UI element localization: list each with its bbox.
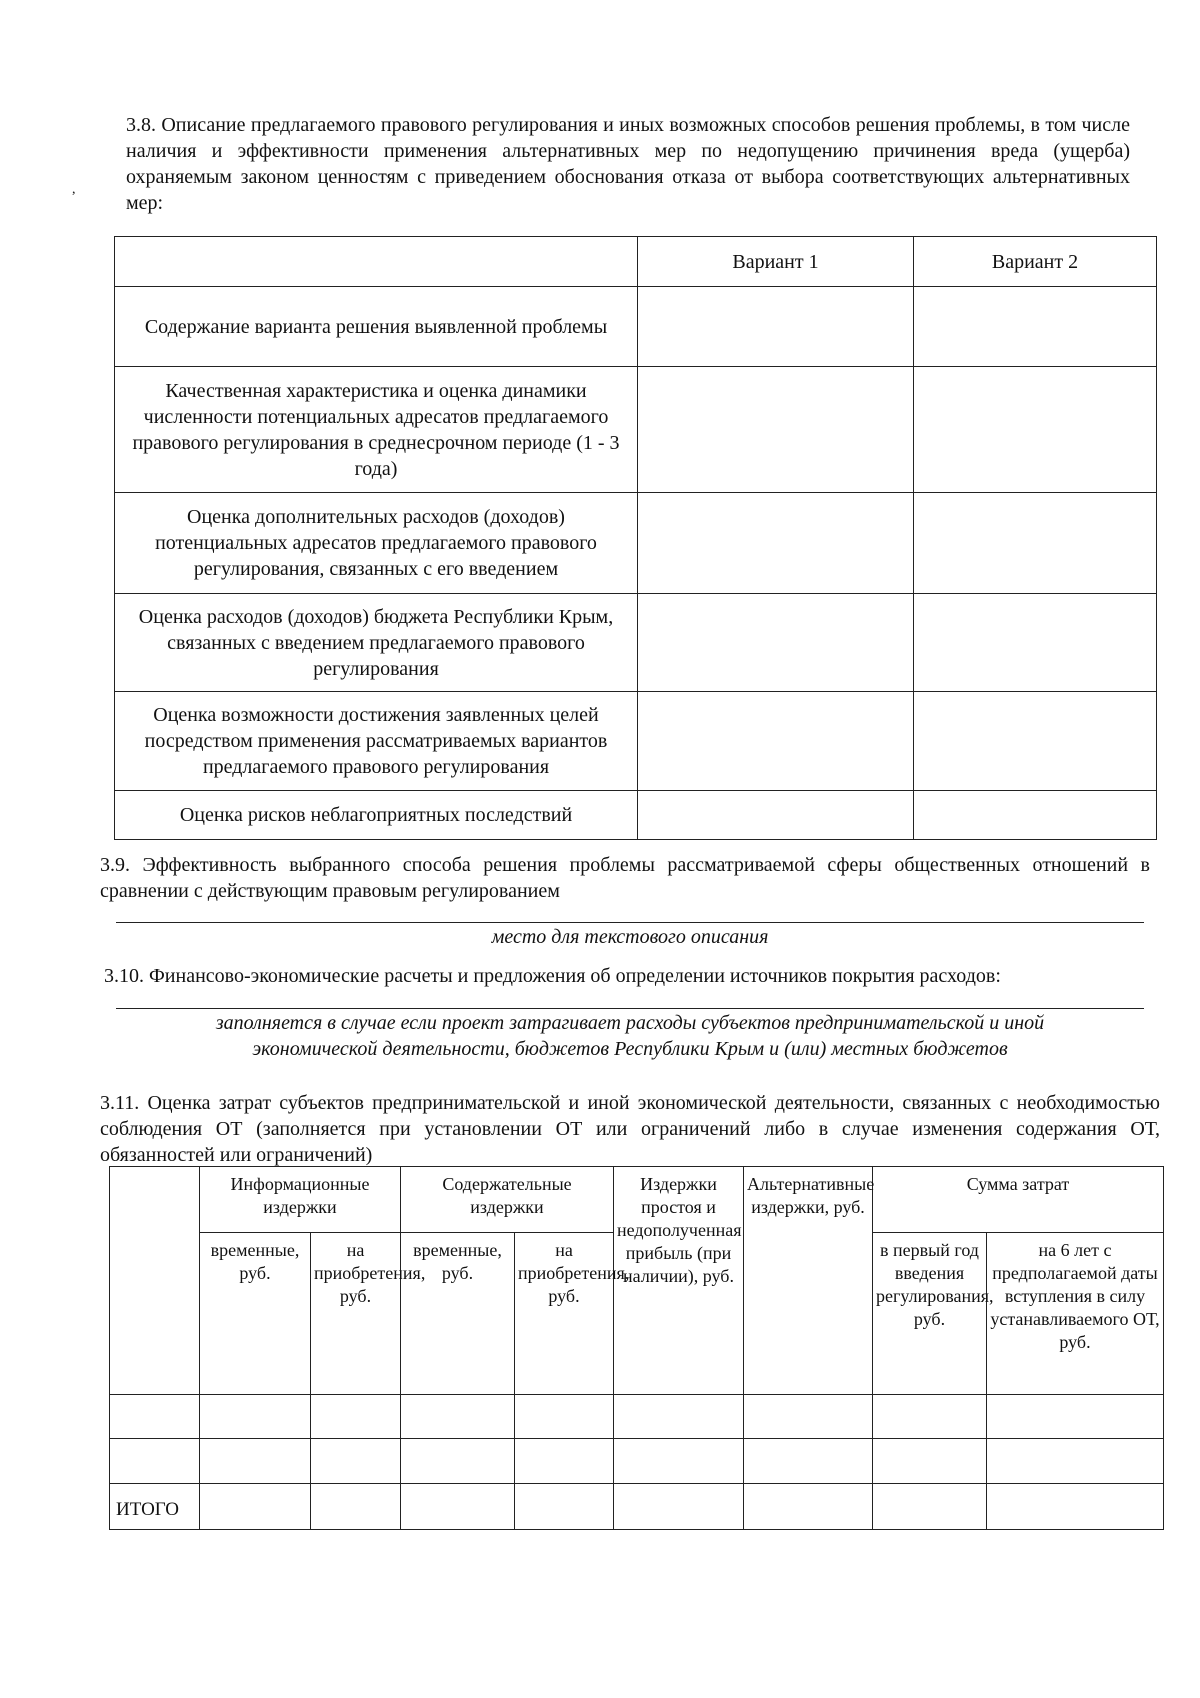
variant-2-cell [914,692,1157,791]
criterion-cell: Качественная характеристика и оценка динамики численности потенциальных адресатов предлагаемого правового регулирования в среднесрочном периоде (1 - 3 года) [115,367,638,493]
section-3-9-caption: место для текстового описания [491,926,769,948]
value-cell [873,1395,987,1439]
variant-1-cell [638,367,914,493]
value-cell [311,1439,401,1484]
total-label: ИТОГО [110,1484,200,1530]
variant-1-cell [638,493,914,594]
value-cell [401,1439,515,1484]
variant-1-cell [638,594,914,692]
value-cell [744,1439,873,1484]
section-3-10-caption-1: заполняется в случае если проект затрагивает расходы субъектов предпринимательской и иной [215,1012,1045,1034]
alternative-costs-header: Альтернативные издержки, руб. [744,1167,873,1395]
table-row [110,1439,1164,1484]
value-cell [200,1395,311,1439]
value-cell [987,1395,1164,1439]
header-empty-cell [115,237,638,287]
info-acquisition-header: на приобретения, руб. [311,1233,401,1395]
table-row [110,1395,1164,1439]
variant-1-cell [638,692,914,791]
value-cell [515,1395,614,1439]
stray-mark: , [72,182,76,197]
header-variant-1: Вариант 1 [638,237,914,287]
variant-2-cell [914,367,1157,493]
value-cell [401,1395,515,1439]
row-label-cell [110,1395,200,1439]
table-row [115,367,1157,493]
value-cell [873,1484,987,1530]
variant-1-cell [638,287,914,367]
table-row [115,594,1157,692]
sum-six-years-header: на 6 лет с предполагаемой даты вступления в силу устанавливаемого ОТ, руб. [987,1233,1164,1395]
costs-table [109,1166,1164,1530]
value-cell [614,1395,744,1439]
empty-header-cell [110,1167,200,1395]
section-3-8-text: 3.8. Описание предлагаемого правового регулирования и иных возможных способов решения проблемы, в том числе наличия и эффективности применения альтернативных мер по недопущению причинения вреда (ущерба) охраняемым законом ценностям с приведением обоснования отказа от выбора соответствующих альтернативных мер: [126,114,1130,214]
total-row [110,1484,1164,1530]
header-variant-2: Вариант 2 [914,237,1157,287]
content-costs-header: Содержательные издержки [401,1167,614,1233]
value-cell [311,1484,401,1530]
table-row [115,287,1157,367]
value-cell [744,1484,873,1530]
value-cell [515,1439,614,1484]
content-temporary-header: временные, руб. [401,1233,515,1395]
section-3-10-text: 3.10. Финансово-экономические расчеты и предложения об определении источников покрытия расходов: [104,965,1001,987]
value-cell [311,1395,401,1439]
text-placeholder-line [116,1008,1144,1009]
value-cell [987,1439,1164,1484]
value-cell [873,1439,987,1484]
value-cell [401,1484,515,1530]
variant-2-cell [914,493,1157,594]
info-costs-header: Информационные издержки [200,1167,401,1233]
variant-2-cell [914,594,1157,692]
costs-table-group-header [110,1167,1164,1233]
value-cell [744,1395,873,1439]
criterion-cell: Содержание варианта решения выявленной проблемы [115,287,638,367]
content-acquisition-header: на приобретения, руб. [515,1233,614,1395]
value-cell [200,1484,311,1530]
sum-first-year-header: в первый год введения регулирования, руб. [873,1233,987,1395]
sum-costs-header: Сумма затрат [873,1167,1164,1233]
value-cell [614,1439,744,1484]
value-cell [987,1484,1164,1530]
criterion-cell: Оценка дополнительных расходов (доходов) потенциальных адресатов предлагаемого правового регулирования, связанных с его введением [115,493,638,594]
options-table-header [115,237,1157,287]
table-row [115,791,1157,840]
value-cell [515,1484,614,1530]
table-row [115,493,1157,594]
variant-2-cell [914,791,1157,840]
text-placeholder-line [116,922,1144,923]
downtime-costs-header: Издержки простоя и недополученная прибыль (при наличии), руб. [614,1167,744,1395]
criterion-cell: Оценка расходов (доходов) бюджета Республики Крым, связанных с введением предлагаемого правового регулирования [115,594,638,692]
variant-2-cell [914,287,1157,367]
variant-1-cell [638,791,914,840]
section-3-11-text: 3.11. Оценка затрат субъектов предпринимательской и иной экономической деятельности, связанных с необходимостью соблюдения ОТ (заполняется при установлении ОТ или ограничений либо в случае изменения содержания ОТ, обязанностей или ограничений) [100,1092,1160,1166]
criterion-cell: Оценка возможности достижения заявленных целей посредством применения рассматриваемых вариантов предлагаемого правового регулирования [115,692,638,791]
section-3-10-caption-2: экономической деятельности, бюджетов Республики Крым и (или) местных бюджетов [252,1038,1008,1060]
value-cell [200,1439,311,1484]
criterion-cell: Оценка рисков неблагоприятных последствий [115,791,638,840]
options-table [114,236,1157,840]
table-row [115,692,1157,791]
section-3-9-text: 3.9. Эффективность выбранного способа решения проблемы рассматриваемой сферы общественных отношений в сравнении с действующим правовым регулированием [100,854,1150,902]
info-temporary-header: временные, руб. [200,1233,311,1395]
row-label-cell [110,1439,200,1484]
value-cell [614,1484,744,1530]
